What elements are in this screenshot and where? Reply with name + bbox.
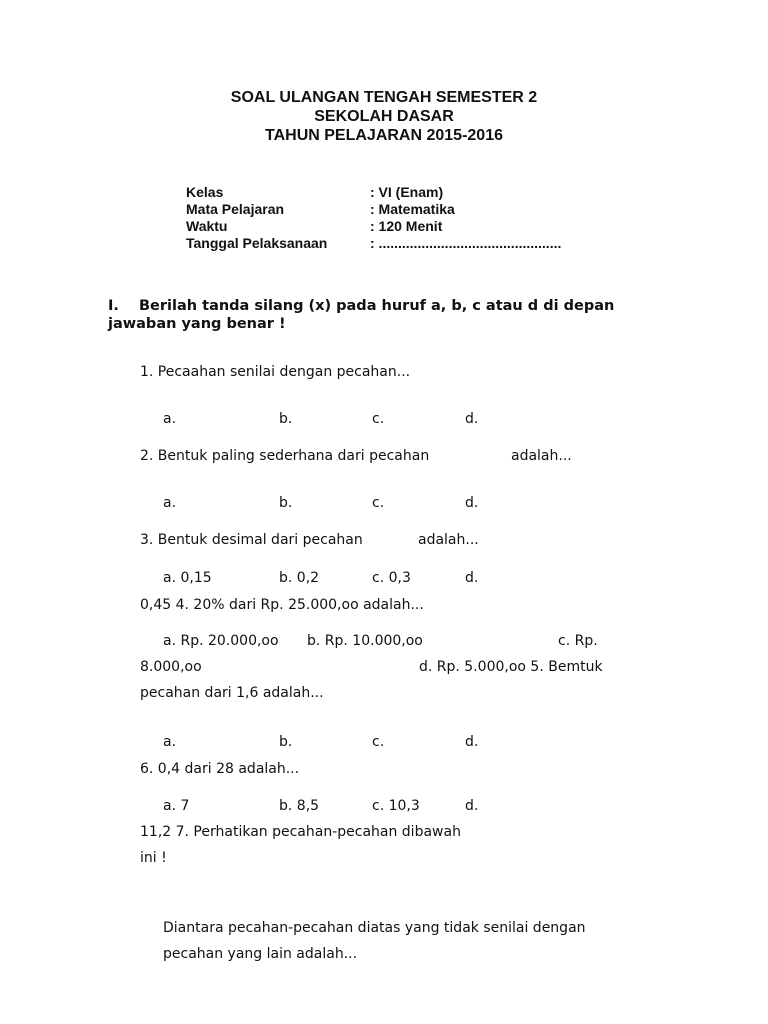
q3-option-b: b. 0,2 bbox=[279, 570, 320, 586]
q1-option-b: b. bbox=[279, 411, 293, 427]
q2-option-d: d. bbox=[465, 495, 479, 511]
question-2-suffix: adalah... bbox=[511, 448, 572, 464]
info-label-kelas: Kelas bbox=[186, 184, 224, 200]
q2-option-b: b. bbox=[279, 495, 293, 511]
info-label-tanggal: Tanggal Pelaksanaan bbox=[186, 235, 328, 251]
question-7-line-4: pecahan yang lain adalah... bbox=[163, 946, 358, 962]
q5-option-c: c. bbox=[372, 734, 385, 750]
q6-option-b: b. 8,5 bbox=[279, 798, 320, 814]
q2-option-a: a. bbox=[163, 495, 177, 511]
section-number: I. bbox=[108, 298, 119, 314]
section-instruction-line-2: jawaban yang benar ! bbox=[108, 316, 286, 332]
question-6: 6. 0,4 dari 28 adalah... bbox=[140, 761, 300, 777]
q5-option-b: b. bbox=[279, 734, 293, 750]
question-3-wrap-and-question-4: 0,45 4. 20% dari Rp. 25.000,oo adalah... bbox=[140, 597, 424, 613]
title-line-1: SOAL ULANGAN TENGAH SEMESTER 2 bbox=[230, 89, 538, 106]
q1-option-d: d. bbox=[465, 411, 479, 427]
title-line-3: TAHUN PELAJARAN 2015-2016 bbox=[265, 127, 503, 144]
q3-option-d: d. bbox=[465, 570, 479, 586]
question-7-line-3: Diantara pecahan-pecahan diatas yang tidak senilai dengan bbox=[163, 920, 586, 936]
q4-option-d-and-question-5: d. Rp. 5.000,oo 5. Bemtuk bbox=[419, 659, 603, 675]
question-3: 3. Bentuk desimal dari pecahan bbox=[140, 532, 363, 548]
q1-option-c: c. bbox=[372, 411, 385, 427]
q4-option-b: b. Rp. 10.000,oo bbox=[307, 633, 423, 649]
q6-option-a: a. 7 bbox=[163, 798, 190, 814]
question-1: 1. Pecaahan senilai dengan pecahan... bbox=[140, 364, 411, 380]
question-5-line-2: pecahan dari 1,6 adalah... bbox=[140, 685, 324, 701]
title-line-2: SEKOLAH DASAR bbox=[314, 108, 454, 125]
q6-option-c: c. 10,3 bbox=[372, 798, 420, 814]
info-value-mapel: : Matematika bbox=[370, 201, 455, 217]
info-label-mapel: Mata Pelajaran bbox=[186, 201, 285, 217]
q3-option-a: a. 0,15 bbox=[163, 570, 212, 586]
question-2: 2. Bentuk paling sederhana dari pecahan bbox=[140, 448, 430, 464]
q5-option-a: a. bbox=[163, 734, 177, 750]
q6-option-d: d. bbox=[465, 798, 479, 814]
question-7-line-2: ini ! bbox=[140, 850, 167, 866]
q4-option-a: a. Rp. 20.000,oo bbox=[163, 633, 279, 649]
info-label-waktu: Waktu bbox=[186, 218, 228, 234]
q1-option-a: a. bbox=[163, 411, 177, 427]
q4-option-c: c. Rp. bbox=[558, 633, 598, 649]
q5-option-d: d. bbox=[465, 734, 479, 750]
question-6-wrap-and-question-7: 11,2 7. Perhatikan pecahan-pecahan dibawah bbox=[140, 824, 461, 840]
info-value-waktu: : 120 Menit bbox=[370, 218, 443, 234]
section-instruction-line-1: Berilah tanda silang (x) pada huruf a, b, c atau d di depan bbox=[139, 298, 615, 314]
info-value-tanggal: : ............................................... bbox=[370, 235, 562, 251]
question-3-suffix: adalah... bbox=[418, 532, 479, 548]
q2-option-c: c. bbox=[372, 495, 385, 511]
q3-option-c: c. 0,3 bbox=[372, 570, 411, 586]
q4-option-c-wrap: 8.000,oo bbox=[140, 659, 202, 675]
info-value-kelas: : VI (Enam) bbox=[370, 184, 444, 200]
